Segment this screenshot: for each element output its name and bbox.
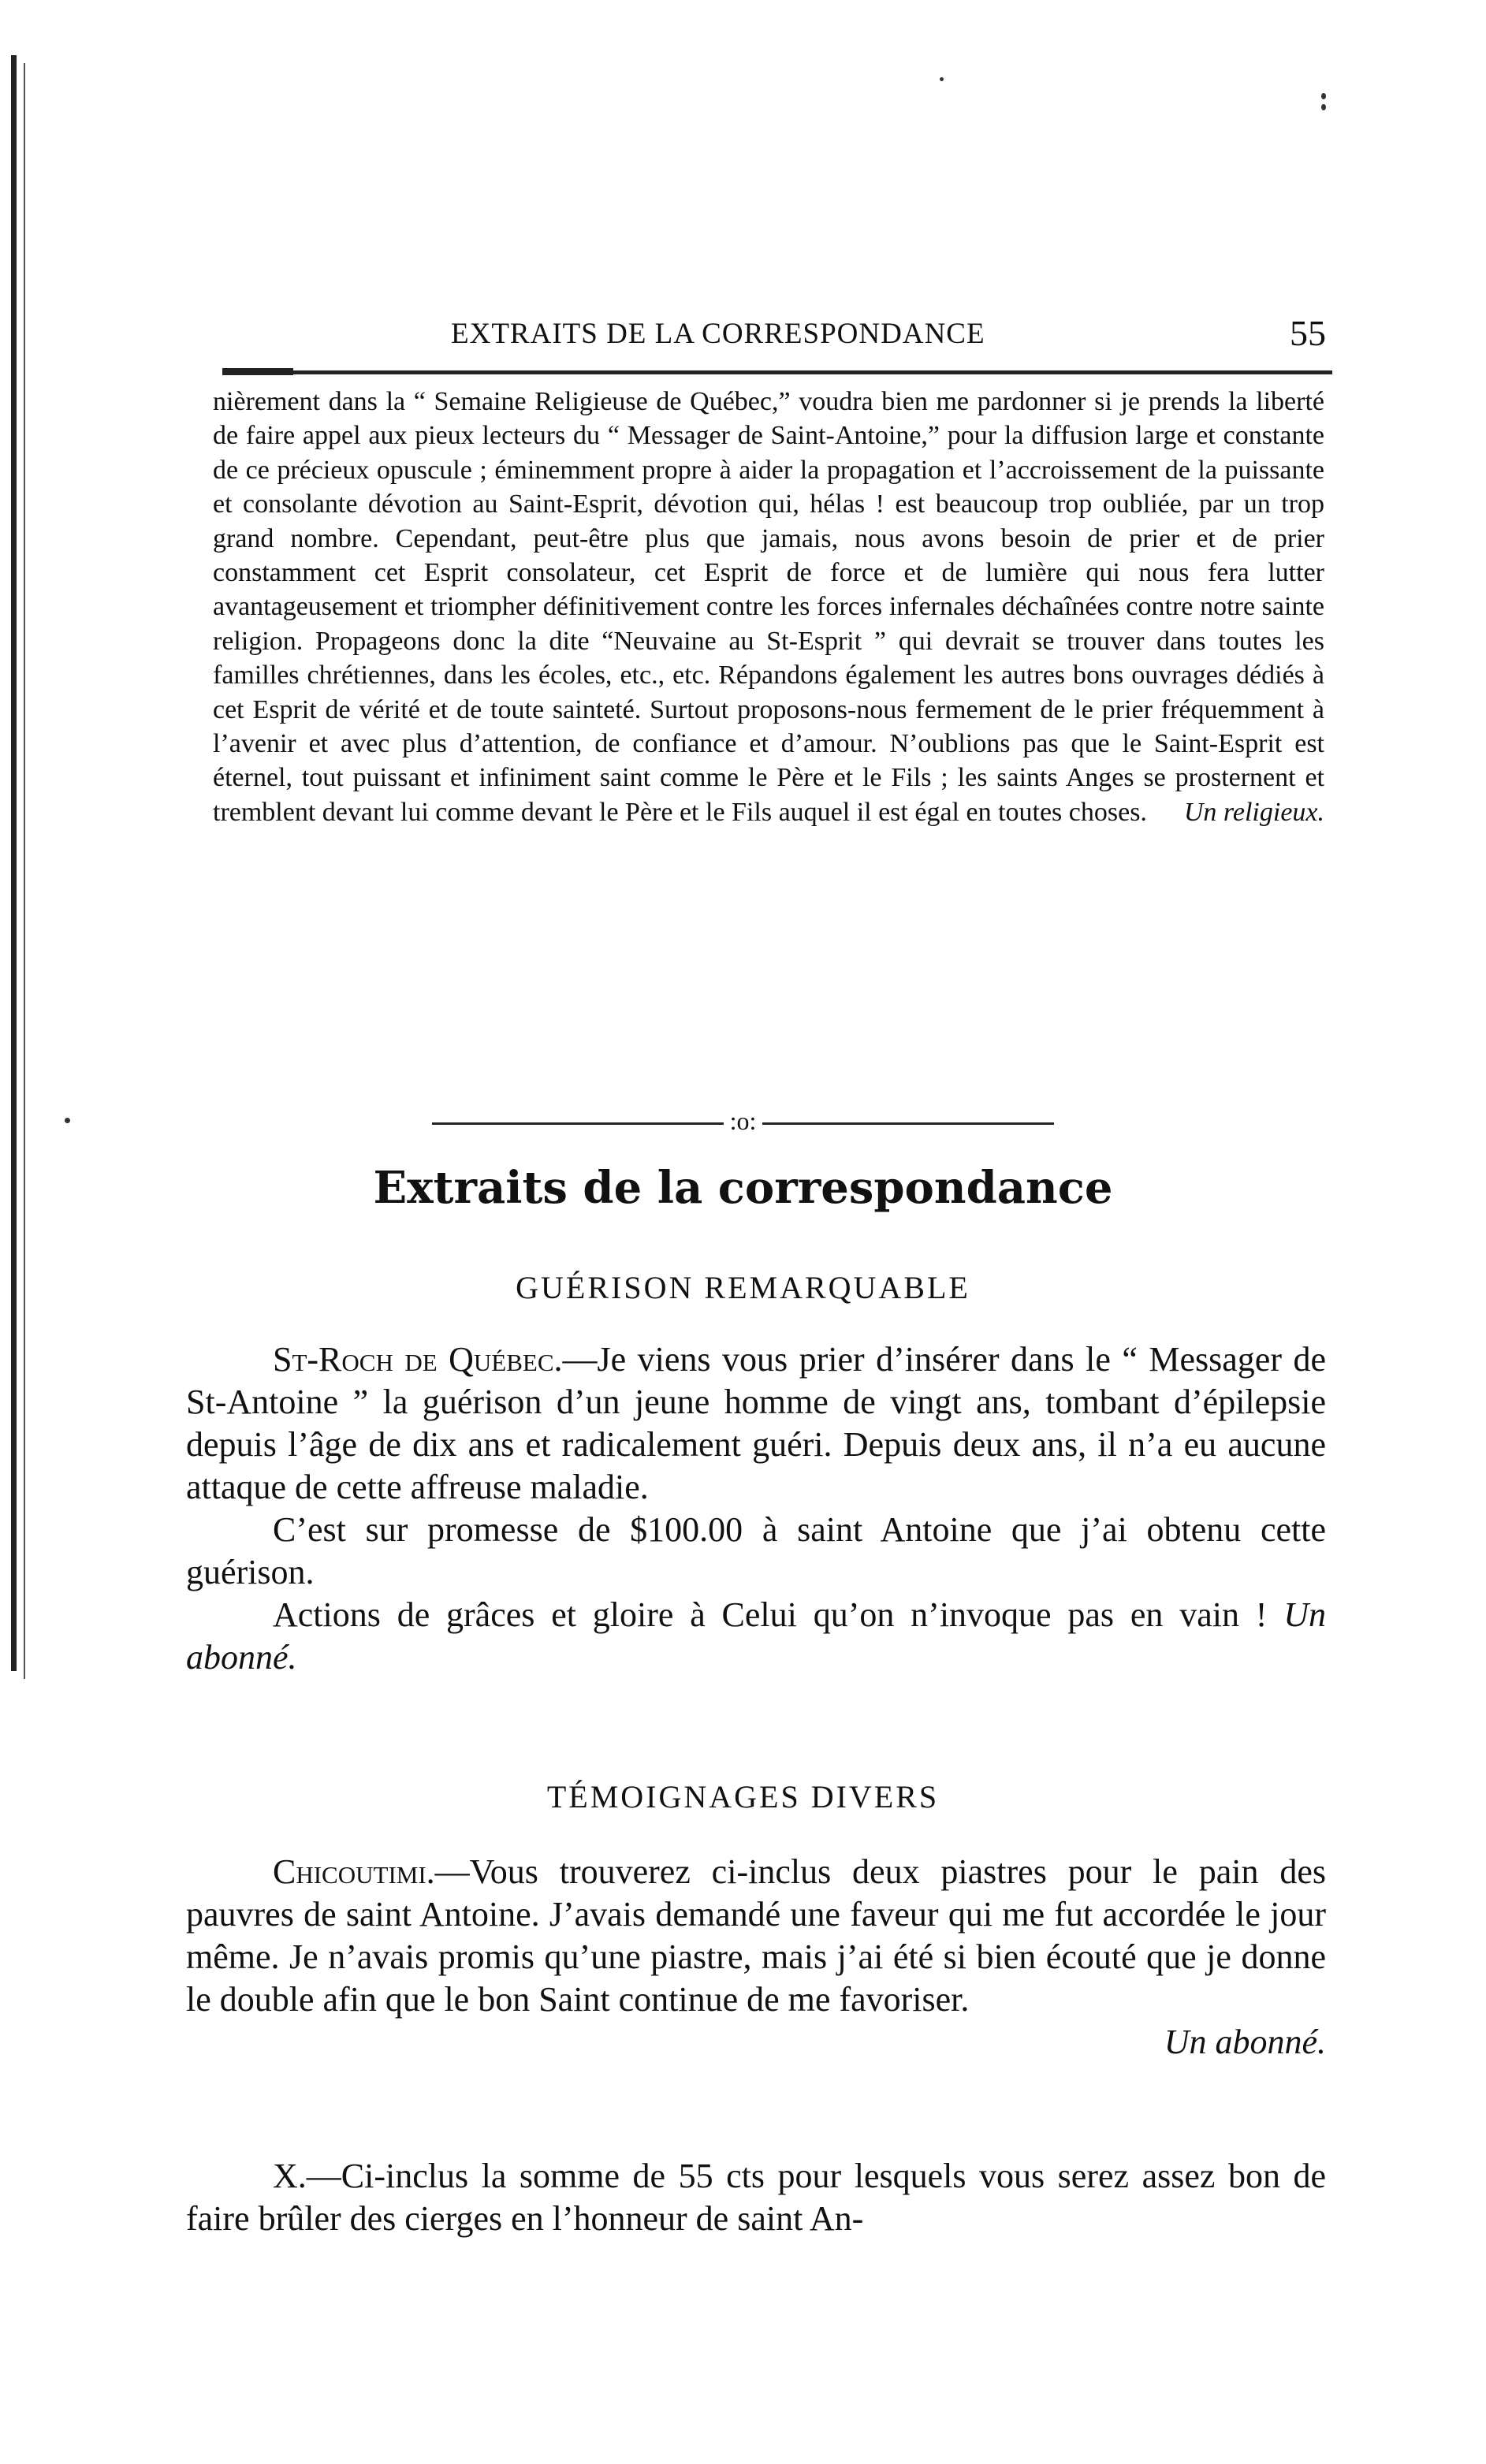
paragraph-text: Actions de grâces et gloire à Celui qu’on n’invoque pas en vain !: [273, 1595, 1268, 1634]
continuation-text: nièrement dans la “ Semaine Religieuse de Québec,” voudra bien me pardonner si je prends la liberté de faire appel aux pieux lecteurs du “ Messager de Saint-Antoine,” pour la diffusion large et constante de ce précieux opuscule ; éminemment propre à aider la propagation et l’accroissement de la puissante et consolante dévotion au Saint-Esprit, dévotion qui, hélas ! est beaucoup trop oubliée, par un trop grand nombre. Cependant, peut-être plus que jamais, nous avons besoin de prier et de prier constamment cet Esprit consolateur, cet Esprit de force et de lumière qui nous fera lutter avantageusement et triompher définitivement contre les forces infernales déchaînées contre notre sainte religion. Propageons donc la dite “Neuvaine au St-Esprit ” qui devrait se trouver dans toutes les familles chrétiennes, dans les écoles, etc., etc. Répandons également les autres bons ouvrages dédiés à cet Esprit de vérité et de toute sainteté. Surtout proposons-nous fermement de le prier fréquemment à l’avenir et avec plus d’attention, de confiance et d’amour. N’oublions pas que le Saint-Esprit est éternel, tout puissant et infiniment saint comme le Père et le Fils ; les saints Anges se prosternent et tremblent devant lui comme devant le Père et le Fils auquel il est égal en toutes choses.: [213, 387, 1324, 827]
letter-paragraph: [186, 2155, 1326, 2240]
section-title: Extraits de la correspondance: [373, 1162, 1113, 1214]
continuation-signature: Un religieux.: [1183, 797, 1324, 827]
place-name: St-Roch de Québec.: [273, 1340, 563, 1379]
page-number: 55: [1290, 313, 1326, 353]
separator-line-left: [432, 1122, 724, 1125]
letter-x: [186, 2155, 1326, 2240]
letter-st-roch: [186, 1338, 1326, 1679]
letter-paragraph: [186, 1851, 1326, 2021]
place-name: X.: [273, 2157, 307, 2195]
continuation-paragraph: [213, 385, 1324, 829]
scan-edge-rule-thin: [24, 63, 25, 1679]
paragraph-text: —Vous trouverez ci-inclus deux piastres pour le pain des pauvres de saint Antoine. J’avais demandé une faveur qui me fut accordée le jour même. Je n’avais promis qu’une piastre, mais j’ai été si bien écouté que je donne le double afin que le bon Saint continue de me favoriser.: [186, 1852, 1326, 2019]
subheading-temoignages: TÉMOIGNAGES DIVERS: [546, 1779, 940, 1815]
letter-paragraph: [186, 1509, 1326, 1594]
letter-paragraph: [186, 1338, 1326, 1509]
paragraph-text: —Ci-inclus la somme de 55 cts pour lesquels vous serez assez bon de faire brûler des cierges en l’honneur de saint An-: [186, 2157, 1326, 2238]
header-rule: [222, 370, 1332, 374]
scan-speck: [1321, 104, 1326, 110]
subheading-guerison: GUÉRISON REMARQUABLE: [516, 1270, 970, 1305]
scan-speck: [940, 77, 944, 81]
running-head: EXTRAITS DE LA CORRESPONDANCE: [451, 318, 985, 350]
separator-line-right: [762, 1122, 1054, 1125]
continuation-text-block: [213, 385, 1324, 829]
letter-signature: Un abonné.: [1164, 2023, 1326, 2061]
scan-edge-rule: [11, 55, 17, 1671]
scan-speck: [1321, 93, 1326, 99]
place-name: Chicoutimi.: [273, 1852, 435, 1891]
letter-signature: Un abonné.: [186, 1595, 1326, 1677]
section-separator: [0, 1107, 1486, 1136]
separator-mark: :o:: [729, 1107, 757, 1135]
letter-chicoutimi: [186, 1851, 1326, 2064]
paragraph-text: C’est sur promesse de $100.00 à saint Antoine que j’ai obtenu cette guérison.: [186, 1510, 1326, 1591]
paragraph-text: —Je viens vous prier d’insérer dans le “ Messager de St-Antoine ” la guérison d’un jeune homme de vingt ans, tombant d’épilepsie depuis l’âge de dix ans et radicalement guéri. Depuis deux ans, il n’a eu aucune attaque de cette affreuse maladie.: [186, 1340, 1326, 1506]
page-header: [451, 313, 1326, 372]
letter-paragraph: [186, 1594, 1326, 1679]
